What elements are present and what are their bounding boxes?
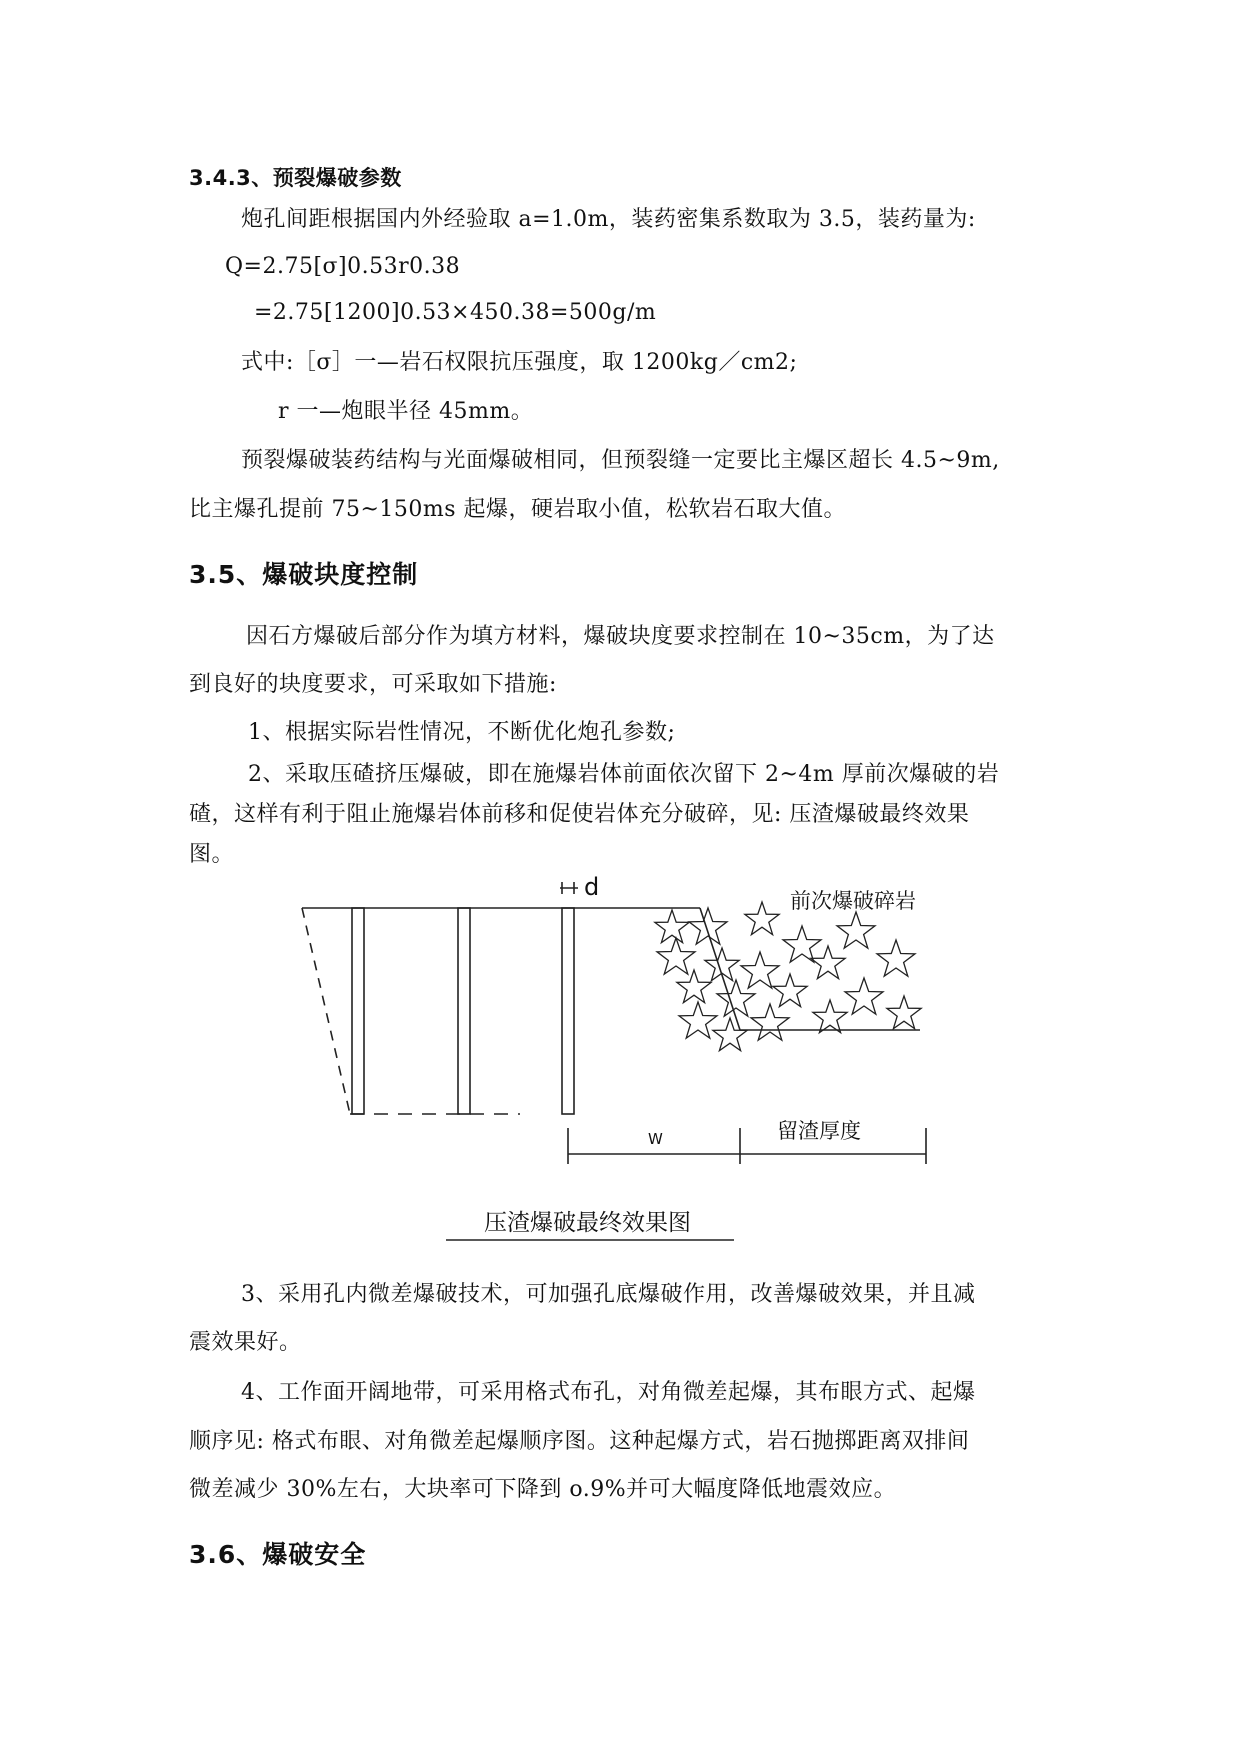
rubble-star-icon xyxy=(745,902,779,935)
blasting-diagram xyxy=(290,868,950,1268)
formula-line: =2.75[1200]0.53×450.38=500g/m xyxy=(254,300,657,325)
burden-label: W xyxy=(648,1130,663,1148)
list-item: 2、采取压碴挤压爆破，即在施爆岩体前面依次留下 2~4m 厚前次爆破的岩 xyxy=(248,762,1000,787)
section-heading-3-6: 3.6、爆破安全 xyxy=(189,1540,367,1569)
paragraph-line: 图。 xyxy=(189,842,235,867)
presplit-dashed-line xyxy=(302,908,350,1114)
rubble-star-icon xyxy=(679,1002,717,1038)
list-item: 1、根据实际岩性情况，不断优化炮孔参数; xyxy=(248,720,676,745)
paragraph-line: 顺序见: 格式布眼、对角微差起爆顺序图。这种起爆方式，岩石抛掷距离双排间 xyxy=(189,1429,970,1454)
previous-rock-label: 前次爆破碎岩 xyxy=(790,889,916,913)
rubble-star-icon xyxy=(655,910,689,943)
section-heading-3-5: 3.5、爆破块度控制 xyxy=(189,560,419,589)
paragraph-line: 碴，这样有利于阻止施爆岩体前移和促使岩体充分破碎，见: 压渣爆破最终效果 xyxy=(189,802,970,827)
paragraph-line: r 一—炮眼半径 45mm。 xyxy=(278,399,534,424)
paragraph-line: 炮孔间距根据国内外经验取 a=1.0m，装药密集系数取为 3.5，装药量为: xyxy=(241,207,976,232)
blast-hole-1 xyxy=(352,908,364,1114)
paragraph-line: 式中:［σ］一—岩石权限抗压强度，取 1200kg／cm2; xyxy=(241,350,798,375)
rubble-star-icon xyxy=(657,938,695,974)
section-heading-3-4-3: 3.4.3、预裂爆破参数 xyxy=(189,166,402,190)
formula-line: Q=2.75[σ]0.53r0.38 xyxy=(225,254,461,279)
rubble-star-icon xyxy=(741,952,779,988)
bench-slope-line xyxy=(700,908,740,1030)
rubble-star-icon xyxy=(713,1018,747,1051)
rubble-star-icon xyxy=(837,912,875,948)
paragraph-line: 微差减少 30%左右，大块率可下降到 o.9%并可大幅度降低地震效应。 xyxy=(189,1477,897,1502)
rubble-star-icon xyxy=(751,1004,789,1040)
rubble-star-icon xyxy=(877,940,915,976)
paragraph-line: 震效果好。 xyxy=(189,1330,302,1355)
blast-hole-2 xyxy=(458,908,470,1114)
diameter-label: d xyxy=(584,873,600,901)
paragraph-line: 比主爆孔提前 75~150ms 起爆，硬岩取小值，松软岩石取大值。 xyxy=(189,497,847,522)
blast-hole-3 xyxy=(562,908,574,1114)
figure-caption: 压渣爆破最终效果图 xyxy=(484,1210,691,1236)
blasting-diagram-svg xyxy=(290,868,950,1268)
rubble-star-icon xyxy=(689,908,727,944)
rubble-star-icon xyxy=(845,978,883,1014)
rubble-star-icon xyxy=(783,926,821,962)
list-item: 3、采用孔内微差爆破技术，可加强孔底爆破作用，改善爆破效果，并且减 xyxy=(241,1282,976,1307)
rubble-star-icon xyxy=(773,974,807,1007)
paragraph-line: 因石方爆破后部分作为填方材料，爆破块度要求控制在 10~35cm，为了达 xyxy=(246,624,995,649)
paragraph-line: 到良好的块度要求，可采取如下措施: xyxy=(189,672,557,697)
rubble-star-icon xyxy=(811,946,845,979)
residue-thickness-label: 留渣厚度 xyxy=(777,1119,861,1143)
rubble-star-icon xyxy=(887,996,921,1029)
paragraph-line: 预裂爆破装药结构与光面爆破相同，但预裂缝一定要比主爆区超长 4.5~9m, xyxy=(241,448,1000,473)
rubble-star-icon xyxy=(677,970,711,1003)
rubble-star-icon xyxy=(813,1000,847,1033)
list-item: 4、工作面开阔地带，可采用格式布孔，对角微差起爆，其布眼方式、起爆 xyxy=(241,1380,976,1405)
